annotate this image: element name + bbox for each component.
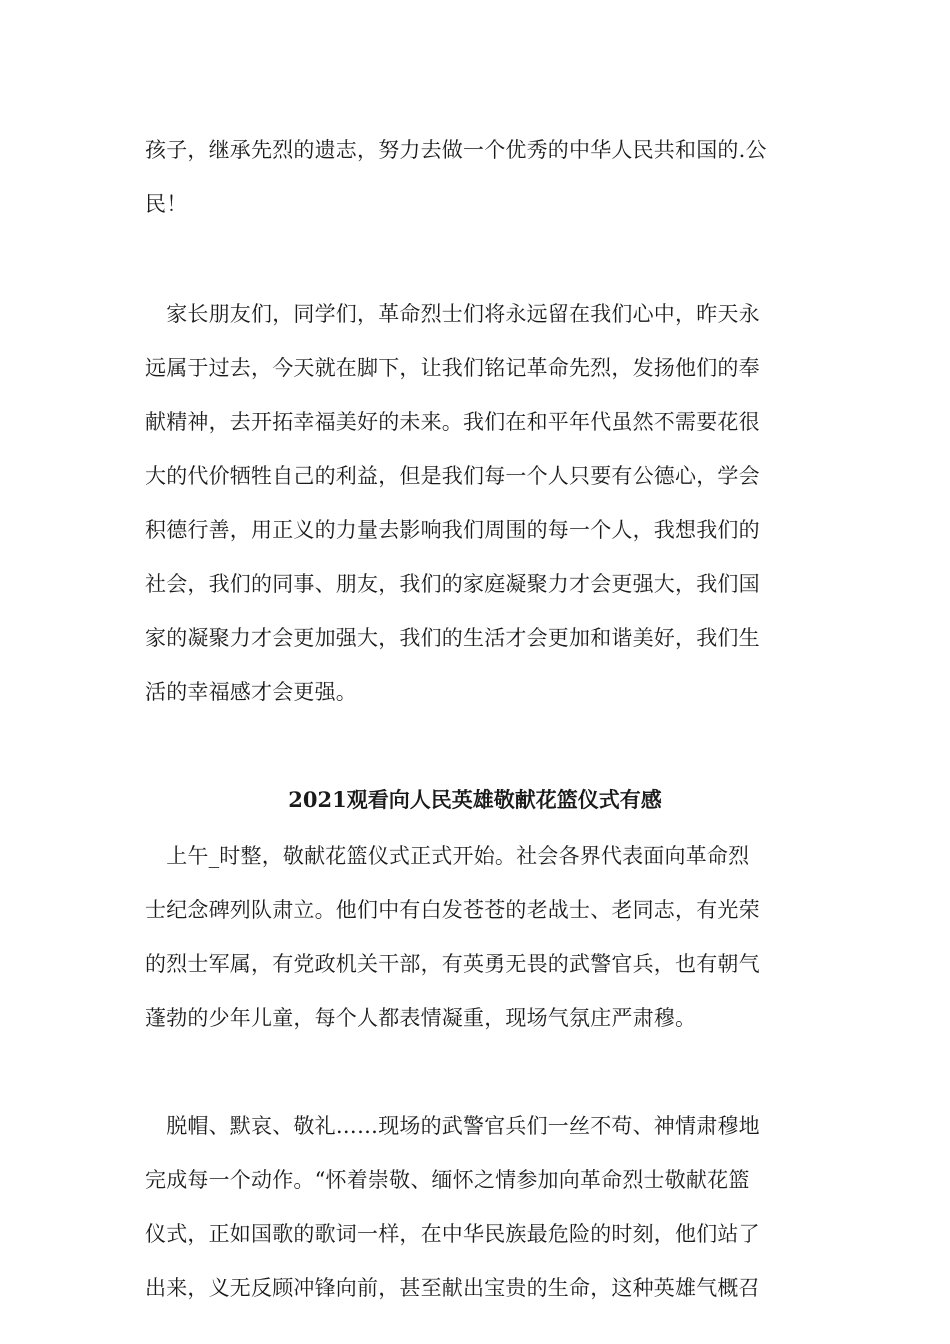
paragraph-line: 出来，义无反顾冲锋向前，甚至献出宝贵的生命，这种英雄气概召	[145, 1276, 760, 1300]
paragraph-line: 家的凝聚力才会更加强大，我们的生活才会更加和谐美好，我们生	[145, 626, 760, 650]
paragraph-line: 的烈士军属，有党政机关干部，有英勇无畏的武警官兵，也有朝气	[145, 952, 760, 976]
paragraph-line: 完成每一个动作。“怀着崇敬、缅怀之情参加向革命烈士敬献花篮	[145, 1168, 750, 1192]
paragraph-line: 孩子，继承先烈的遗志，努力去做一个优秀的中华人民共和国的.公	[145, 138, 767, 162]
paragraph-line: 大的代价牺牲自己的利益，但是我们每一个人只要有公德心，学会	[145, 464, 760, 488]
paragraph-line: 活的幸福感才会更强。	[145, 680, 357, 704]
paragraph-line: 蓬勃的少年儿童，每个人都表情凝重，现场气氛庄严肃穆。	[145, 1006, 697, 1030]
paragraph-line: 仪式，正如国歌的歌词一样，在中华民族最危险的时刻，他们站了	[145, 1222, 760, 1246]
paragraph-line: 积德行善，用正义的力量去影响我们周围的每一个人，我想我们的	[145, 518, 760, 542]
paragraph-line: 远属于过去，今天就在脚下，让我们铭记革命先烈，发扬他们的奉	[145, 356, 760, 380]
paragraph-line: 士纪念碑列队肃立。他们中有白发苍苍的老战士、老同志，有光荣	[145, 898, 760, 922]
paragraph-line: 脱帽、默哀、敬礼……现场的武警官兵们一丝不苟、神情肃穆地	[145, 1114, 760, 1138]
section-heading: 2021观看向人民英雄敬献花篮仪式有感	[288, 787, 662, 812]
paragraph-line: 社会，我们的同事、朋友，我们的家庭凝聚力才会更强大，我们国	[145, 572, 760, 596]
paragraph-line: 家长朋友们，同学们，革命烈士们将永远留在我们心中，昨天永	[145, 302, 760, 326]
paragraph-line: 民！	[145, 192, 188, 216]
paragraph-line: 献精神，去开拓幸福美好的未来。我们在和平年代虽然不需要花很	[145, 410, 760, 434]
paragraph-line: 上午_时整，敬献花篮仪式正式开始。社会各界代表面向革命烈	[145, 844, 750, 868]
